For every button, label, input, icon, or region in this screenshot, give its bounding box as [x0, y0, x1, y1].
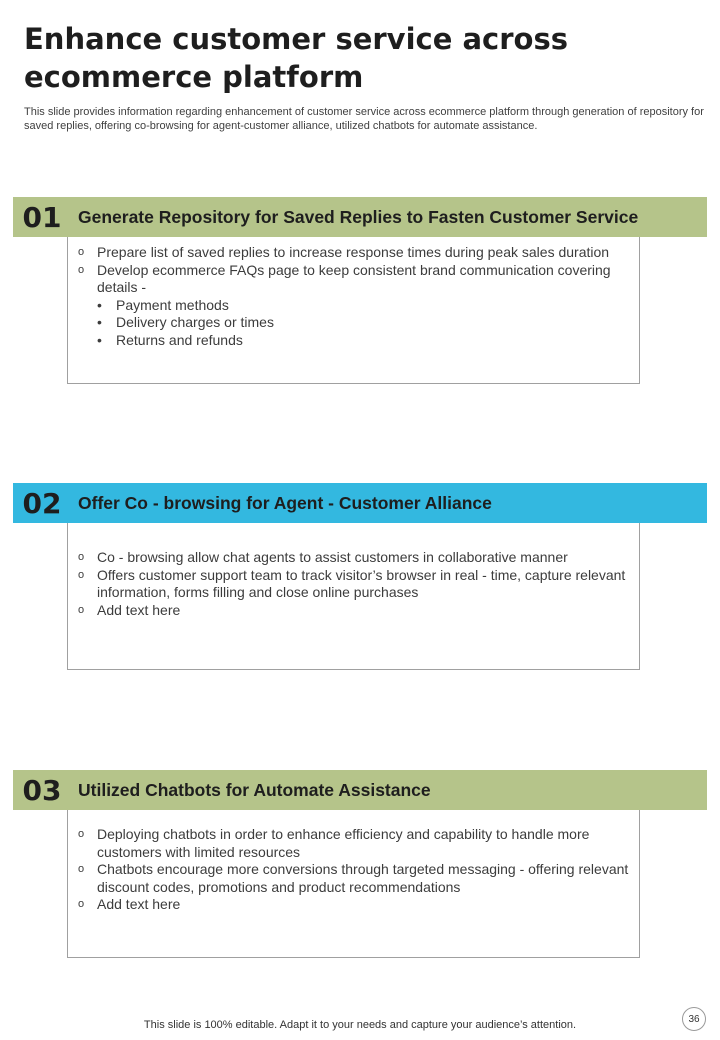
sub-list-item — [97, 332, 629, 350]
bullet-marker: o — [78, 863, 85, 876]
bullet-marker: o — [78, 603, 85, 616]
section-3-content-box — [67, 810, 640, 958]
list-item — [78, 262, 629, 350]
section-3-list — [68, 826, 639, 914]
section-3-title: Utilized Chatbots for Automate Assistance — [78, 779, 431, 800]
section-1-list — [68, 244, 639, 350]
bullet-marker: o — [78, 263, 85, 276]
bullet-marker: o — [78, 898, 85, 911]
page-title: Enhance customer service across ecommerce platform — [24, 22, 568, 94]
sub-list-item-text: Returns and refunds — [116, 331, 243, 348]
list-item-text: Develop ecommerce FAQs page to keep consistent brand communication covering details - — [97, 261, 611, 296]
footer-note: This slide is 100% editable. Adapt it to your needs and capture your audience’s attention. — [143, 1019, 577, 1031]
sub-bullet-marker: • — [97, 331, 102, 348]
section-3-number: 03 — [22, 773, 62, 807]
sub-list-item-text: Payment methods — [116, 296, 229, 313]
list-item-text: Add text here — [97, 601, 181, 618]
page-subtitle: This slide provides information regarding enhancement of customer service across ecommerce platform through generation of repository for saved replies, offering co-browsing for agent-customer alliance, utilized chatbots for automate assistance. — [24, 106, 704, 132]
section-1-number: 01 — [22, 200, 62, 234]
list-item — [78, 861, 629, 896]
section-1-content-box — [67, 237, 640, 384]
list-item — [78, 567, 629, 602]
section-1-title: Generate Repository for Saved Replies to Fasten Customer Service — [78, 206, 639, 227]
bullet-marker: o — [78, 551, 85, 563]
list-item — [78, 244, 629, 262]
section-2-list — [68, 549, 639, 619]
bullet-marker: o — [78, 568, 85, 581]
bullet-marker: o — [78, 828, 85, 840]
section-2-content-box — [67, 523, 640, 670]
list-item-text: Co - browsing allow chat agents to assist customers in collaborative manner — [97, 549, 568, 565]
list-item — [78, 896, 629, 914]
sub-bullet-marker: • — [97, 314, 102, 331]
list-item — [78, 826, 629, 861]
bullet-marker: o — [78, 246, 85, 258]
section-2-header — [13, 483, 707, 523]
section-3-header — [13, 770, 707, 810]
list-item-text: Deploying chatbots in order to enhance efficiency and capability to handle more customers with limited resources — [97, 826, 590, 860]
sub-list — [97, 297, 629, 350]
list-item-text: Offers customer support team to track visitor’s browser in real - time, capture relevant information, forms filling and close online purchases — [97, 566, 626, 601]
list-item-text: Add text here — [97, 896, 181, 913]
list-item-text: Chatbots encourage more conversions through targeted messaging - offering relevant discount codes, promotions and product recommendations — [97, 861, 629, 895]
sub-list-item — [97, 297, 629, 315]
section-2-title: Offer Co - browsing for Agent - Customer Alliance — [78, 492, 492, 513]
section-1-header — [13, 197, 707, 237]
sub-list-item-text: Delivery charges or times — [116, 314, 274, 331]
page-number: 36 — [682, 1007, 706, 1031]
list-item-text: Prepare list of saved replies to increase response times during peak sales duration — [97, 244, 610, 260]
sub-bullet-marker: • — [97, 296, 102, 313]
list-item — [78, 602, 629, 620]
list-item — [78, 549, 629, 567]
section-2-number: 02 — [22, 486, 62, 520]
sub-list-item — [97, 314, 629, 332]
